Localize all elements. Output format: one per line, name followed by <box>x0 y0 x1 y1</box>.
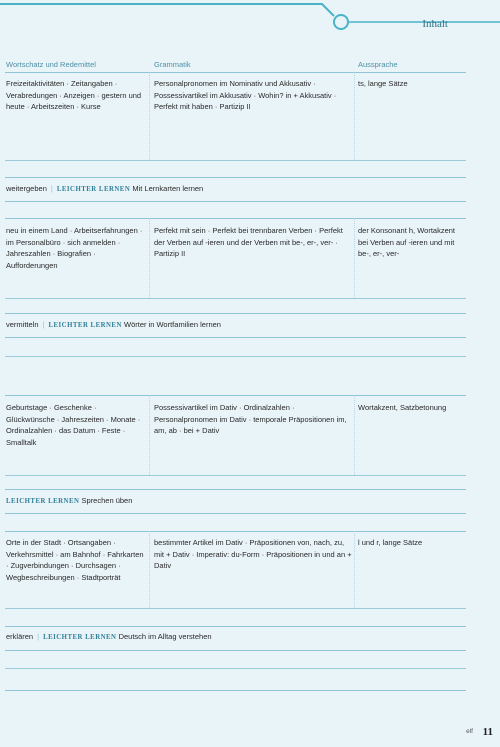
section-rule <box>5 690 466 691</box>
column-header-pronunciation: Aussprache <box>358 60 398 69</box>
column-divider <box>354 531 355 608</box>
band-4: erklären | LEICHTER LERNEN Deutsch im Alltag verstehen <box>6 632 212 641</box>
section-rule <box>5 395 466 396</box>
band-2-text: Wörter in Wortfamilien lernen <box>123 320 221 329</box>
band-3-text: Sprechen üben <box>81 496 133 505</box>
row-3-pronunciation: Wortakzent, Satzbetonung <box>358 403 447 412</box>
row-rule <box>5 298 466 299</box>
band-1-prefix: weitergeben <box>6 184 47 193</box>
row-rule <box>5 475 466 476</box>
band-1: weitergeben | LEICHTER LERNEN Mit Lernkarten lernen <box>6 184 204 193</box>
row-rule <box>5 160 466 161</box>
row-1-vocab: Freizeitaktivitäten · Zeitangaben · Verabredungen · Anzeigen · gestern und heute · Arbeitszeiten · Kurse <box>6 79 142 111</box>
row-2-vocab: neu in einem Land · Arbeitserfahrungen · im Personalbüro · sich anmelden · Jahreszahlen · Biografien · Aufforderungen <box>6 226 143 270</box>
section-rule <box>5 668 466 669</box>
band-3 <box>6 496 132 505</box>
band-1-label: LEICHTER LERNEN <box>56 186 131 193</box>
band-3-label: LEICHTER LERNEN <box>6 498 80 505</box>
column-header-vocab: Wortschatz und Redemittel <box>6 60 96 69</box>
row-4-grammar: bestimmter Artikel im Dativ · Präpositionen von, nach, zu, mit + Dativ · Imperativ: du-Form · Präpositionen in und an + Dativ <box>154 538 352 570</box>
band-rule <box>5 177 466 178</box>
band-4-text: Deutsch im Alltag verstehen <box>118 632 212 641</box>
row-2-grammar: Perfekt mit sein · Perfekt bei trennbaren Verben · Perfekt der Verben auf -ieren und der Verben mit be-, er-, ver- · Partizip II <box>154 226 343 258</box>
band-2-label: LEICHTER LERNEN <box>48 322 122 329</box>
page-number-word: elf <box>466 728 473 735</box>
row-3-vocab: Geburtstage · Geschenke · Glückwünsche · Jahreszeiten · Monate · Ordinalzahlen · das Datum · Feste · Smalltalk <box>6 403 141 447</box>
band-rule <box>5 313 466 314</box>
column-divider <box>149 531 150 608</box>
column-divider <box>354 72 355 160</box>
header-rule <box>5 72 466 73</box>
column-divider <box>149 395 150 475</box>
section-rule <box>5 356 466 357</box>
column-divider <box>354 395 355 475</box>
band-rule <box>5 626 466 627</box>
band-rule <box>5 489 466 490</box>
row-1-pronunciation: ts, lange Sätze <box>358 79 408 88</box>
column-header-grammar: Grammatik <box>154 60 191 69</box>
band-2: vermitteln | LEICHTER LERNEN Wörter in Wortfamilien lernen <box>6 320 221 329</box>
row-rule <box>5 608 466 609</box>
band-rule <box>5 513 466 514</box>
band-4-prefix: erklären <box>6 632 34 641</box>
column-divider <box>149 72 150 160</box>
column-divider <box>354 218 355 298</box>
band-2-prefix: vermitteln <box>6 320 39 329</box>
band-rule <box>5 201 466 202</box>
band-rule <box>5 337 466 338</box>
band-4-label: LEICHTER LERNEN <box>43 634 117 641</box>
column-divider <box>149 218 150 298</box>
page-number: 11 <box>482 726 493 738</box>
row-3-grammar: Possessivartikel im Dativ · Ordinalzahlen · Personalpronomen im Dativ · temporale Präpositionen im, am, ab · bei + Dativ <box>154 403 347 435</box>
band-1-text: Mit Lernkarten lernen <box>132 184 204 193</box>
row-4-vocab: Orte in der Stadt · Ortsangaben · Verkehrsmittel · am Bahnhof · Fahrkarten · Zugverbindungen · Durchsagen · Wegbeschreibungen · Stadtporträt <box>6 538 144 582</box>
page-title: Inhalt <box>422 18 448 30</box>
row-1-grammar: Personalpronomen im Nominativ und Akkusativ · Possessivartikel im Akkusativ · Wohin? in + Akkusativ · Perfekt mit haben · Partizip II <box>154 79 337 111</box>
row-4-pronunciation: l und r, lange Sätze <box>358 538 423 547</box>
band-rule <box>5 650 466 651</box>
row-2-pronunciation: der Konsonant h, Wortakzent bei Verben auf -ieren und mit be-, er-, ver- <box>358 226 456 258</box>
section-rule <box>5 218 466 219</box>
section-rule <box>5 531 466 532</box>
